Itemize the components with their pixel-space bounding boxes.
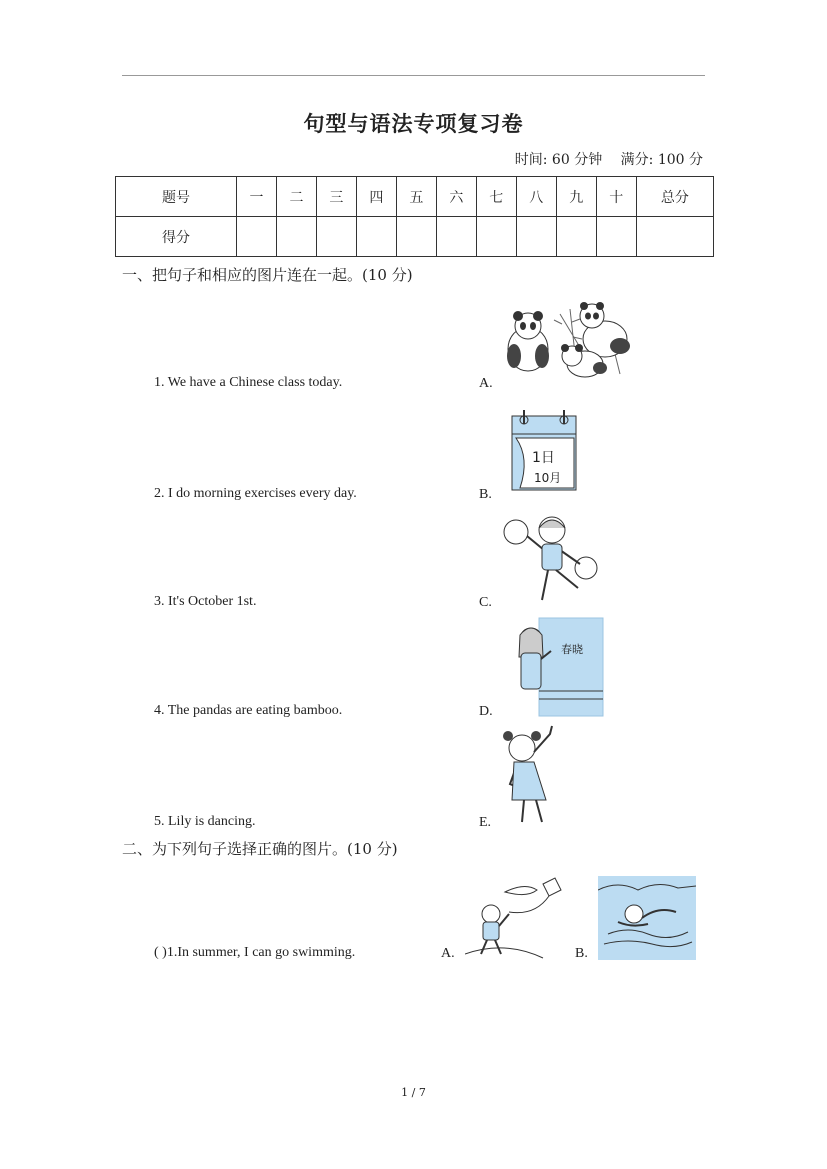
sentence-1: 1. We have a Chinese class today. <box>154 375 343 390</box>
page-title: 句型与语法专项复习卷 <box>303 111 524 136</box>
option-e-label: E. <box>479 815 492 830</box>
col-7: 七 <box>476 177 516 217</box>
score-cell[interactable] <box>596 217 636 257</box>
col-2: 二 <box>276 177 316 217</box>
score-cell[interactable] <box>237 217 277 257</box>
board-text: 春晓 <box>561 643 583 656</box>
score-cell[interactable] <box>316 217 356 257</box>
score-table-score-row <box>116 217 714 257</box>
swimming-picture <box>598 876 696 960</box>
col-6: 六 <box>436 177 476 217</box>
score-table <box>115 176 714 257</box>
time-limit: 时间: 60 分钟 <box>514 152 603 168</box>
top-rule <box>122 75 705 76</box>
section-2-heading: 二、为下列句子选择正确的图片。(10 分) <box>122 840 398 858</box>
sentence-4: 4. The pandas are eating bamboo. <box>154 703 343 718</box>
col-9: 九 <box>556 177 596 217</box>
girl-pompoms-picture <box>500 510 600 608</box>
calendar-day: 1日 <box>532 450 555 466</box>
col-5: 五 <box>396 177 436 217</box>
dancing-girl-picture <box>500 722 570 830</box>
panda-right <box>580 302 630 357</box>
col-3: 三 <box>316 177 356 217</box>
score-cell[interactable] <box>556 217 596 257</box>
score-cell[interactable] <box>276 217 316 257</box>
question-2-1: ( )1.In summer, I can go swimming. <box>154 945 356 960</box>
boy-kite-picture <box>465 876 575 960</box>
option-b-label-2: B. <box>575 946 588 961</box>
score-cell[interactable] <box>396 217 436 257</box>
row-label-question-number: 题号 <box>116 177 237 217</box>
score-cell[interactable] <box>636 217 713 257</box>
option-a-label: A. <box>479 376 493 391</box>
score-cell[interactable] <box>516 217 556 257</box>
calendar-picture <box>510 408 580 492</box>
col-4: 四 <box>356 177 396 217</box>
col-10: 十 <box>596 177 636 217</box>
girl-blackboard-picture <box>515 617 605 717</box>
score-cell[interactable] <box>356 217 396 257</box>
col-1: 一 <box>237 177 277 217</box>
section-1-heading: 一、把句子和相应的图片连在一起。(10 分) <box>122 266 413 284</box>
col-8: 八 <box>516 177 556 217</box>
sentence-3: 3. It's October 1st. <box>154 594 257 609</box>
option-b-label: B. <box>479 487 492 502</box>
option-c-label: C. <box>479 595 492 610</box>
exam-meta <box>501 149 703 169</box>
score-cell[interactable] <box>436 217 476 257</box>
sentence-2: 2. I do morning exercises every day. <box>154 486 357 501</box>
score-table-header-row <box>116 177 714 217</box>
calendar-month: 10月 <box>534 471 562 485</box>
option-d-label: D. <box>479 704 493 719</box>
page-number: 1 / 7 <box>401 1086 426 1099</box>
col-total: 总分 <box>636 177 713 217</box>
panda-left <box>507 311 549 371</box>
score-cell[interactable] <box>476 217 516 257</box>
pandas-picture <box>500 294 640 384</box>
sentence-5: 5. Lily is dancing. <box>154 814 256 829</box>
option-a-label-2: A. <box>441 946 455 961</box>
full-score: 满分: 100 分 <box>620 152 703 168</box>
row-label-score: 得分 <box>116 217 237 257</box>
